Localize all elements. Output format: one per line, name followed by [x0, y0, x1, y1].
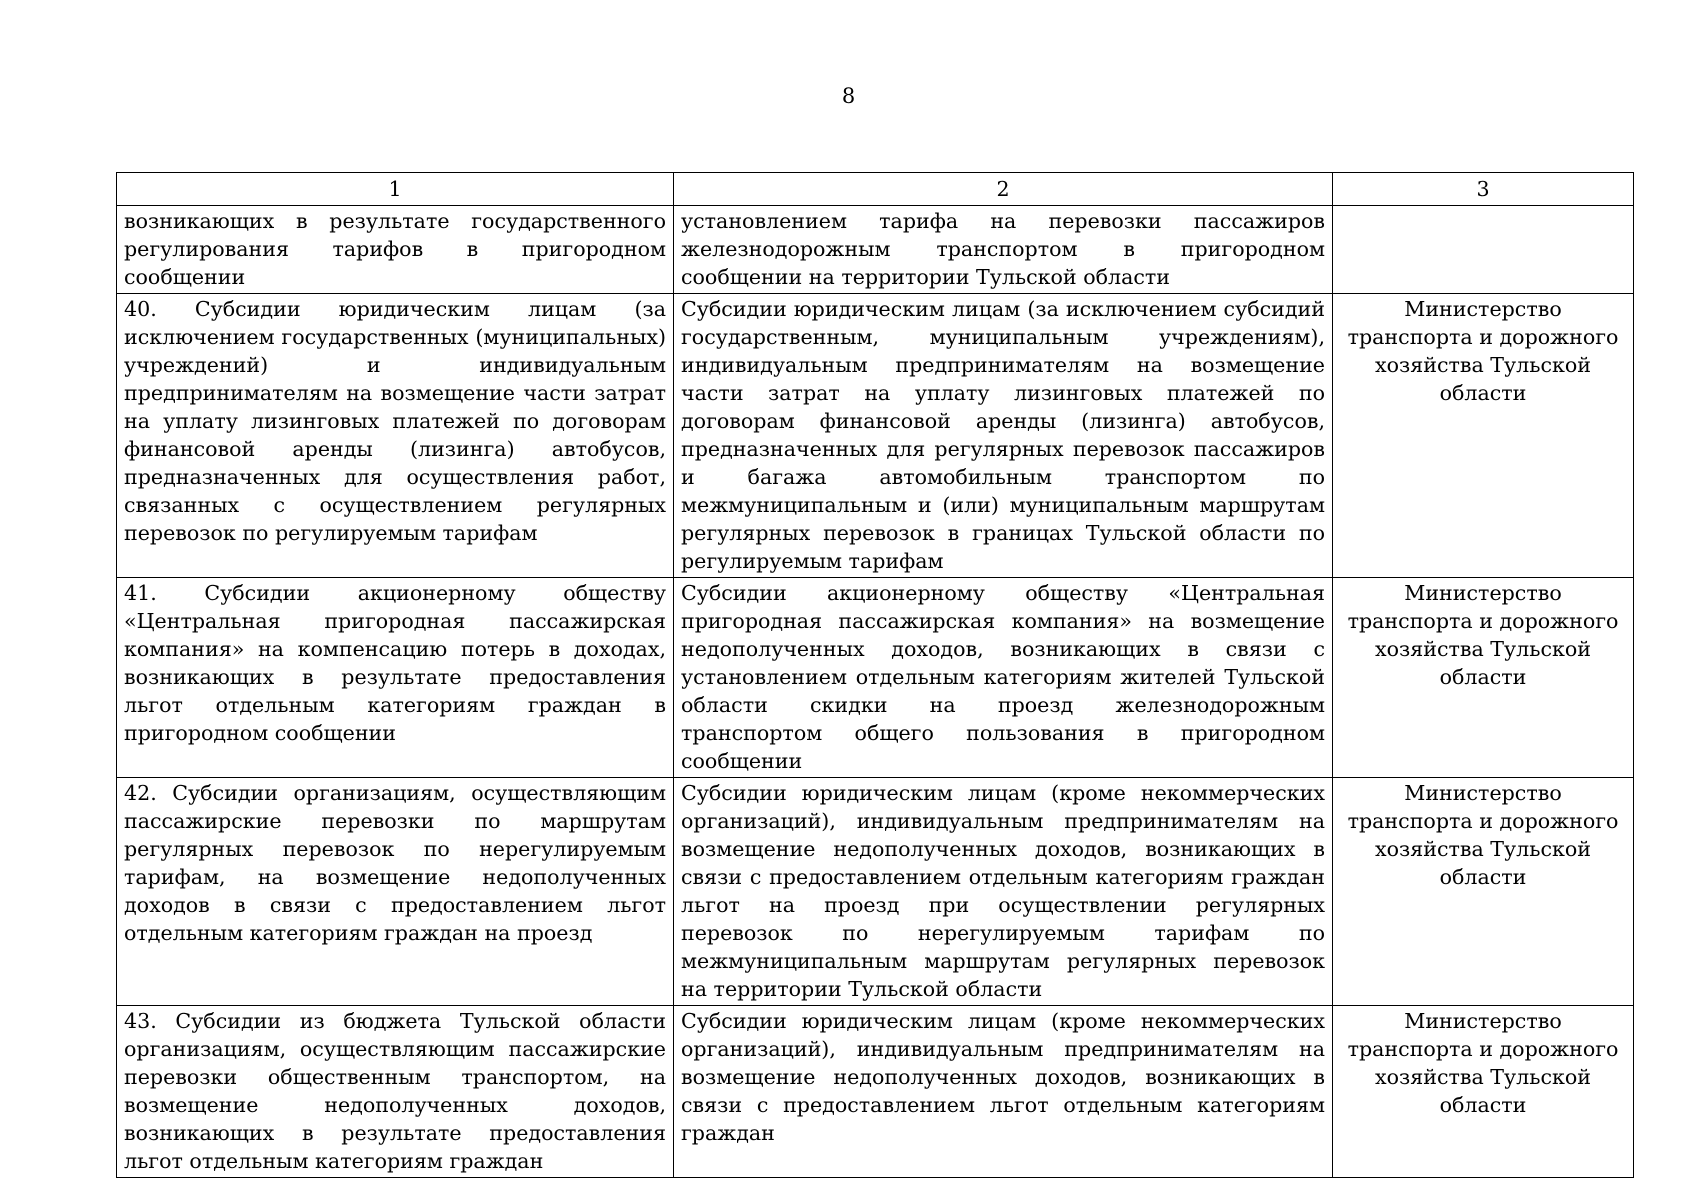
responsible-body-cell: Министерство транспорта и дорожного хозяйства Тульской области — [1333, 1006, 1634, 1178]
subsidy-title-cell: 43. Субсидии из бюджета Тульской области организациям, осуществляющим пассажирские перевозки общественным транспортом, на возмещение недополученных доходов, возникающих в результате предоставления льгот отдельным категориям граждан — [117, 1006, 674, 1178]
table-row — [117, 578, 1634, 778]
responsible-body-cell — [1333, 206, 1634, 294]
table-header-row — [117, 173, 1634, 206]
responsible-body-cell: Министерство транспорта и дорожного хозяйства Тульской области — [1333, 294, 1634, 578]
subsidy-title-cell: возникающих в результате государственного регулирования тарифов в пригородном сообщении — [117, 206, 674, 294]
page-number: 8 — [841, 84, 856, 108]
subsidy-title-cell: 40. Субсидии юридическим лицам (за исключением государственных (муниципальных) учреждений) и индивидуальным предпринимателям на возмещение части затрат на уплату лизинговых платежей по договорам финансовой аренды (лизинга) автобусов, предназначенных для осуществления работ, связанных с осуществлением регулярных перевозок по регулируемым тарифам — [117, 294, 674, 578]
responsible-body-cell: Министерство транспорта и дорожного хозяйства Тульской области — [1333, 778, 1634, 1006]
subsidy-description-cell: установлением тарифа на перевозки пассажиров железнодорожным транспортом в пригородном сообщении на территории Тульской области — [674, 206, 1333, 294]
subsidy-title-cell: 41. Субсидии акционерному обществу «Центральная пригородная пассажирская компания» на компенсацию потерь в доходах, возникающих в результате предоставления льгот отдельным категориям граждан в пригородном сообщении — [117, 578, 674, 778]
subsidy-description-cell: Субсидии акционерному обществу «Центральная пригородная пассажирская компания» на возмещение недополученных доходов, возникающих в связи с установлением отдельным категориям жителей Тульской области скидки на проезд железнодорожным транспортом общего пользования в пригородном сообщении — [674, 578, 1333, 778]
column-header-2: 2 — [674, 173, 1333, 206]
subsidies-table — [116, 172, 1634, 1178]
column-header-3: 3 — [1333, 173, 1634, 206]
column-header-1: 1 — [117, 173, 674, 206]
subsidy-description-cell: Субсидии юридическим лицам (за исключением субсидий государственным, муниципальным учреждениям), индивидуальным предпринимателям на возмещение части затрат на уплату лизинговых платежей по договорам финансовой аренды (лизинга) автобусов, предназначенных для регулярных перевозок пассажиров и багажа автомобильным транспортом по межмуниципальным и (или) муниципальным маршрутам регулярных перевозок в границах Тульской области по регулируемым тарифам — [674, 294, 1333, 578]
subsidy-title-cell: 42. Субсидии организациям, осуществляющим пассажирские перевозки по маршрутам регулярных перевозок по нерегулируемым тарифам, на возмещение недополученных доходов в связи с предоставлением льгот отдельным категориям граждан на проезд — [117, 778, 674, 1006]
table-row — [117, 778, 1634, 1006]
table-row — [117, 1006, 1634, 1178]
table-row — [117, 206, 1634, 294]
table-row — [117, 294, 1634, 578]
subsidy-description-cell: Субсидии юридическим лицам (кроме некоммерческих организаций), индивидуальным предпринимателям на возмещение недополученных доходов, возникающих в связи с предоставлением льгот отдельным категориям граждан — [674, 1006, 1333, 1178]
subsidy-description-cell: Субсидии юридическим лицам (кроме некоммерческих организаций), индивидуальным предпринимателям на возмещение недополученных доходов, возникающих в связи с предоставлением отдельным категориям граждан льгот на проезд при осуществлении регулярных перевозок по нерегулируемым тарифам по межмуниципальным маршрутам регулярных перевозок на территории Тульской области — [674, 778, 1333, 1006]
responsible-body-cell: Министерство транспорта и дорожного хозяйства Тульской области — [1333, 578, 1634, 778]
